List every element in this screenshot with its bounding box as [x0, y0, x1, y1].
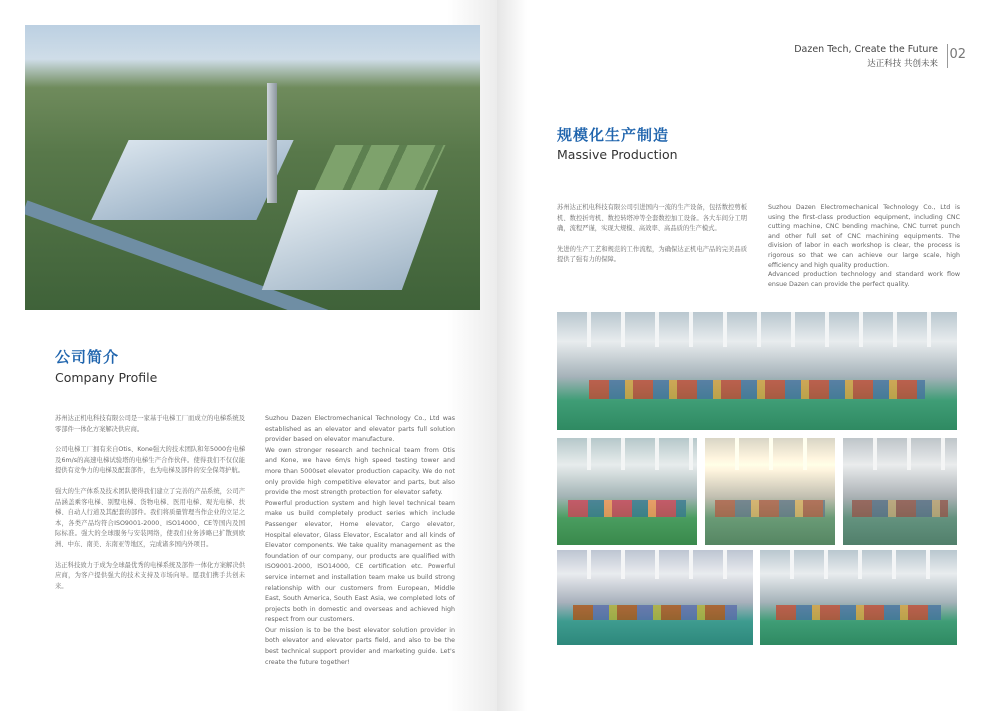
section-title-cn: 规模化生产制造	[557, 126, 670, 144]
paragraph: Advanced production technology and standard work flow ensue Dazen can provide the perfect quality.	[768, 271, 960, 288]
factory-aerial-photo	[25, 25, 480, 310]
paragraph: We own stronger research and technical team from Otis and Kone, we have 6m/s high speed testing tower and more than 5000set elevator production capacity. We do not only provide high competitive elevator and parts, but also provide the most strength protection for elevator safety.	[265, 446, 455, 497]
paragraph: Suzhou Dazen Electromechanical Technology Co., Ltd was established as an elevator and elevator parts full solution provider based on elevator manufacture.	[265, 415, 455, 444]
paragraph: 先进的生产工艺和规范的工作流程，为确保达正机电产品的完美品质提供了强有力的保障。	[557, 245, 747, 264]
escalator-assembly-photo	[557, 550, 753, 645]
right-page	[497, 0, 1000, 711]
body-text-cn	[557, 203, 747, 276]
robot-welding-photo	[705, 438, 835, 545]
paragraph: 公司电梯工厂拥有来自Otis、Kone强大的技术团队和年5000台电梯及6m/s的高速电梯试验塔的电梯生产合作伙伴。使得我们不仅仅能提供有竞争力的电梯及配套部件，也为电梯及部件的安全保驾护航。	[55, 446, 245, 475]
header-slogan-cn: 达正科技 共创未来	[867, 59, 938, 69]
cnc-machine-photo	[557, 438, 697, 545]
page-number: 02	[949, 47, 966, 62]
section-title-cn: 公司简介	[55, 348, 120, 366]
paragraph: 苏州达正机电科技有限公司是一家基于电梯工厂而成立的电梯系统及零部件一体化方案解决供应商。	[55, 415, 245, 433]
paragraph: 达正科技致力于成为全球最优秀的电梯系统及部件一体化方案解决供应商，为客户提供强大的技术支持及市场向导。愿我们携手共创未来。	[55, 561, 245, 590]
section-title-en: Massive Production	[557, 147, 678, 162]
header-slogan-en: Dazen Tech, Create the Future	[794, 44, 938, 55]
paragraph: 强大的生产体系及技术团队使得我们建立了完善的产品系统，公司产品涵盖乘客电梯、别墅电梯、货物电梯、医用电梯、观光电梯、扶梯、自动人行道及其配套的部件。我们将质量管理当作企业的立足之本，各类产品均符合ISO9001-2000、ISO14000、CE等国内及国际标准。强大的全球服务与安装网络，使我们业务涉略已扩散到欧洲、中东、南美、东南亚等地区，完成诸多国内外项目。	[55, 487, 245, 548]
workshop-photo-main	[557, 312, 957, 430]
paragraph: 苏州达正机电科技有限公司引进国内一流的生产设备，包括数控剪板机、数控折弯机、数控转塔冲等全套数控加工设备。各大车间分工明确，流程严谨，实现大规模、高效率、高品质的生产模式。	[557, 204, 747, 233]
header-divider	[947, 44, 948, 68]
elevator-shaft-photo	[843, 438, 957, 545]
paragraph: Suzhou Dazen Electromechanical Technology Co., Ltd is using the first-class production equipment, including CNC cutting machine, CNC bending machine, CNC turret punch and other full set of CNC machining equipments. The division of labor in each workshop is clear, the process is rigorous so that we can achieve our large scale, high efficiency and high quality production.	[768, 204, 960, 269]
body-text-cn	[55, 414, 245, 602]
left-page	[0, 0, 497, 711]
section-title-en: Company Profile	[55, 370, 158, 385]
body-text-en	[768, 203, 960, 289]
escalator-workshop-photo	[760, 550, 957, 645]
body-text-en	[265, 414, 455, 668]
paragraph: Our mission is to be the best elevator solution provider in both elevator and elevator parts field, and also to be the best technical support provider and marketing guide. Let's create the future together!	[265, 626, 455, 666]
paragraph: Powerful production system and high level technical team make us build completely product series which include Passenger elevator, Home elevator, Cargo elevator, Hospital elevator, Glass Elevator, Escalator and all kinds of Elevator components. We take quality management as the foundation of our company, our products are qualified with ISO9001-2000, ISO14000, CE certification etc. Powerful service internet and installation team make us build strong relationship with our customers from European, Middle East, South America, South East Asia, we completed lots of projects both in domestic and overseas and achieved high respect from our customers.	[265, 499, 455, 624]
